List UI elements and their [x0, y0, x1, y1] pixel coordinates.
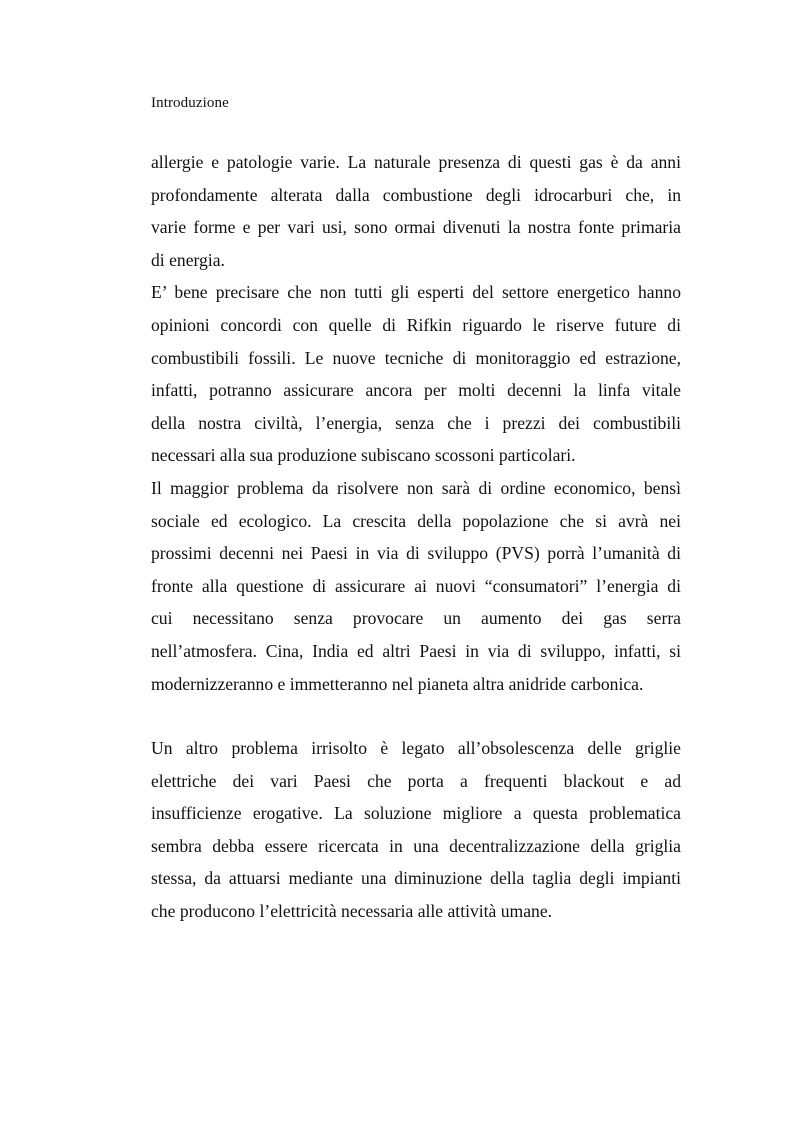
text-line: fronte alla questione di assicurare ai nuovi “consumatori” l’energia di: [151, 575, 681, 596]
text-line: allergie e patologie varie. La naturale presenza di questi gas è da anni: [151, 152, 681, 172]
paragraph-griglie: [151, 732, 681, 928]
paragraph-problema: [151, 472, 681, 700]
text-line: prossimi decenni nei Paesi in via di sviluppo (PVS) porrà l’umanità di: [151, 543, 681, 564]
paragraph-esperti: [151, 276, 681, 472]
text-line: stessa, da attuarsi mediante una diminuzione della taglia degli impianti: [151, 868, 681, 889]
text-line: insufficienze erogative. La soluzione migliore a questa problematica: [151, 803, 681, 824]
text-line: varie forme e per vari usi, sono ormai divenuti la nostra fonte primaria: [151, 217, 681, 238]
text-line: E’ bene precisare che non tutti gli esperti del settore energetico hanno: [151, 282, 681, 303]
text-line: della nostra civiltà, l’energia, senza che i prezzi dei combustibili: [151, 412, 681, 433]
text-line: elettriche dei vari Paesi che porta a frequenti blackout e ad: [151, 770, 681, 791]
text-line: che producono l’elettricità necessaria alle attività umane.: [151, 901, 553, 922]
text-line: sociale ed ecologico. La crescita della popolazione che si avrà nei: [151, 510, 681, 531]
text-line: Un altro problema irrisolto è legato all’obsolescenza delle griglie: [151, 738, 681, 759]
text-line: sembra debba essere ricercata in una decentralizzazione della griglia: [151, 835, 681, 856]
running-header: Introduzione: [151, 95, 229, 111]
paragraph-allergie: [151, 146, 681, 276]
text-line: profondamente alterata dalla combustione degli idrocarburi che, in: [151, 184, 681, 205]
text-line: cui necessitano senza provocare un aumento dei gas serra: [151, 608, 681, 629]
text-line: Il maggior problema da risolvere non sarà di ordine economico, bensì: [151, 477, 681, 498]
text-line: opinioni concordi con quelle di Rifkin riguardo le riserve future di: [151, 314, 681, 335]
body-text: [151, 146, 681, 928]
text-line: necessari alla sua produzione subiscano scossoni particolari.: [151, 445, 576, 466]
text-line: nell’atmosfera. Cina, India ed altri Paesi in via di sviluppo, infatti, si: [151, 640, 681, 661]
paragraph-gap: [151, 700, 681, 732]
text-line: modernizzeranno e immetteranno nel pianeta altra anidride carbonica.: [151, 673, 644, 694]
text-line: di energia.: [151, 249, 225, 270]
text-line: infatti, potranno assicurare ancora per molti decenni la linfa vitale: [151, 380, 681, 401]
text-line: combustibili fossili. Le nuove tecniche di monitoraggio ed estrazione,: [151, 347, 681, 368]
